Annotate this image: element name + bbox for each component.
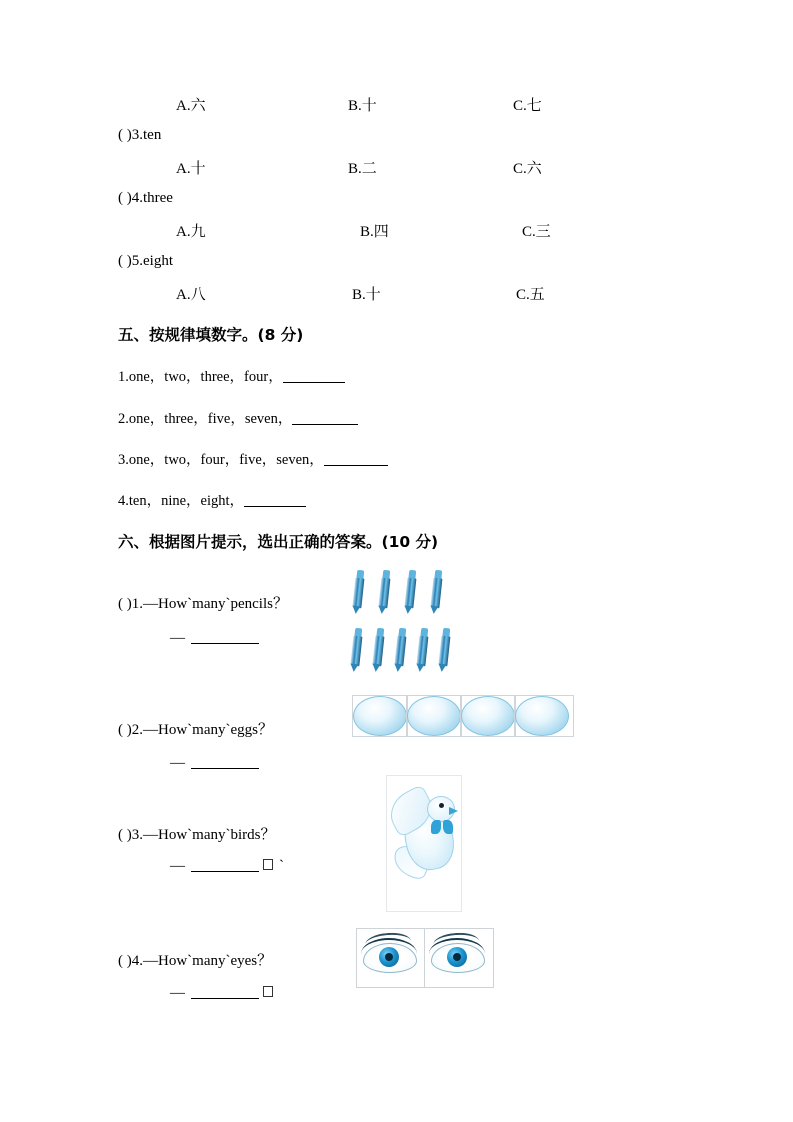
sequence-item-4 [118, 489, 306, 510]
answer-dash: — [170, 858, 185, 874]
eye-2 [424, 928, 494, 988]
sequence-text-3: 3.one，two，four，five，seven， [118, 452, 324, 468]
bird-eye [439, 803, 444, 808]
pencils-image-row-2 [348, 625, 470, 675]
bird-beak [449, 807, 458, 815]
section-title-five: 五、按规律填数字。(8 分) [118, 326, 304, 344]
bird-image [386, 775, 462, 912]
option-a[interactable]: A.八 [176, 287, 206, 303]
picture-answer-4 [170, 985, 273, 1002]
question-stem-4[interactable]: ( )4.three [118, 190, 173, 206]
eyes-image [356, 928, 498, 988]
answer-blank[interactable] [191, 858, 259, 872]
answer-blank[interactable] [283, 368, 345, 383]
egg-2 [407, 696, 461, 736]
pupil [453, 953, 461, 961]
option-c[interactable]: C.六 [513, 161, 542, 177]
option-b[interactable]: B.十 [352, 287, 381, 303]
option-a[interactable]: A.六 [176, 98, 206, 114]
pencils-image-row-1 [348, 567, 470, 617]
answer-blank[interactable] [292, 410, 358, 425]
sequence-text-4: 4.ten，nine，eight， [118, 493, 245, 509]
picture-question-1[interactable]: ( )1.—How`many`pencils？ [118, 596, 288, 612]
answer-blank[interactable] [324, 451, 388, 466]
answer-blank[interactable] [191, 985, 259, 999]
bird-bow [431, 820, 453, 834]
picture-answer-2 [170, 755, 259, 772]
picture-question-3[interactable]: ( )3.—How`many`birds？ [118, 827, 276, 843]
question-stem-3[interactable]: ( )3.ten [118, 127, 162, 143]
picture-question-4[interactable]: ( )4.—How`many`eyes？ [118, 953, 273, 969]
sequence-text-1: 1.one，two，three，four， [118, 369, 283, 385]
picture-answer-1 [170, 630, 259, 647]
answer-dash: — [170, 630, 185, 646]
answer-blank[interactable] [244, 492, 306, 507]
answer-dash: — [170, 985, 185, 1001]
sequence-item-3 [118, 448, 388, 469]
answer-blank[interactable] [191, 755, 259, 769]
answer-dash: — [170, 755, 185, 771]
sequence-text-2: 2.one，three，five，seven， [118, 411, 293, 427]
answer-blank[interactable] [191, 630, 259, 644]
small-box-marker [263, 986, 273, 997]
small-box-marker [263, 859, 273, 870]
option-c[interactable]: C.七 [513, 98, 542, 114]
picture-answer-3 [170, 858, 284, 875]
option-c[interactable]: C.五 [516, 287, 545, 303]
section-title-six: 六、根据图片提示，选出正确的答案。(10 分) [118, 533, 439, 551]
pupil [385, 953, 393, 961]
option-b[interactable]: B.四 [360, 224, 389, 240]
sequence-item-2 [118, 407, 358, 428]
picture-question-2[interactable]: ( )2.—How`many`eggs？ [118, 722, 273, 738]
option-b[interactable]: B.十 [348, 98, 377, 114]
eggs-image [352, 695, 574, 737]
option-c[interactable]: C.三 [522, 224, 551, 240]
eye-1 [356, 928, 426, 988]
egg-1 [353, 696, 407, 736]
question-stem-5[interactable]: ( )5.eight [118, 253, 173, 269]
option-a[interactable]: A.十 [176, 161, 206, 177]
sequence-item-1 [118, 365, 345, 386]
egg-4 [515, 696, 569, 736]
egg-3 [461, 696, 515, 736]
answer-suffix: ` [279, 858, 284, 874]
option-b[interactable]: B.二 [348, 161, 377, 177]
option-a[interactable]: A.九 [176, 224, 206, 240]
